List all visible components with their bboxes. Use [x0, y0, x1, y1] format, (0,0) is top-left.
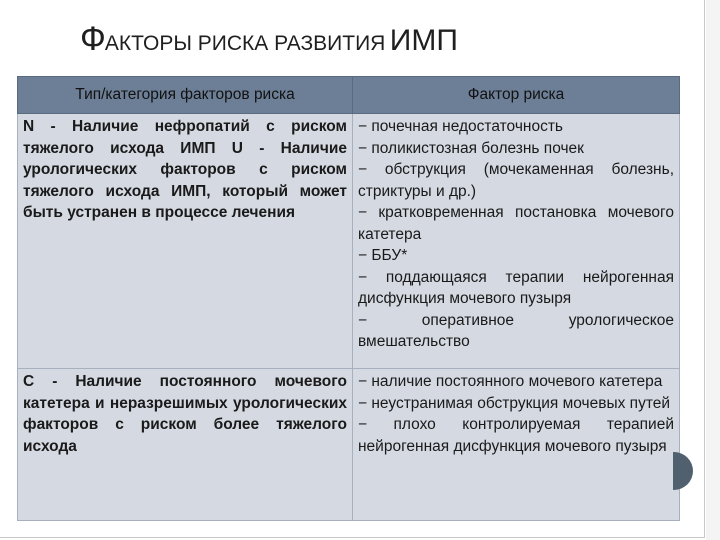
factor-cell — [353, 114, 680, 369]
category-cell: N - Наличие нефропатий с риском тяжелого исхода ИМП U - Наличие урологических факторов с риском тяжелого исхода ИМП, который может быть устранен в процессе лечения — [18, 114, 353, 369]
factor-item: − ББУ* — [358, 247, 408, 264]
table-row — [18, 114, 680, 369]
factor-item: − поддающаяся терапии нейрогенная дисфункция мочевого пузыря — [358, 268, 674, 307]
factor-item: − оперативное урологическое вмешательство — [358, 311, 674, 350]
risk-factors-table — [17, 76, 680, 521]
slide-right-edge — [706, 0, 720, 540]
header-factor: Фактор риска — [353, 77, 680, 114]
factor-cell — [353, 369, 680, 521]
factor-item: − почечная недостаточность — [358, 118, 564, 135]
factor-item: − обструкция (мочекаменная болезнь, стриктуры и др.) — [358, 161, 674, 200]
title-first-letter: Ф — [80, 20, 105, 58]
title-rest: АКТОРЫ РИСКА РАЗВИТИЯ — [104, 32, 386, 55]
table-header-row — [18, 77, 680, 114]
factor-item: − неустранимая обструкция мочевых путей — [358, 394, 671, 412]
factor-item: − плохо контролируемая терапией нейрогенная дисфункция мочевого пузыря — [358, 416, 674, 455]
header-category: Тип/категория факторов риска — [18, 77, 353, 114]
slide-title — [80, 20, 458, 59]
title-imp: ИМП — [389, 24, 458, 57]
category-cell: С - Наличие постоянного мочевого катетера и неразрешимых урологических факторов с риском более тяжелого исхода — [18, 369, 353, 521]
factor-item: − наличие постоянного мочевого катетера — [358, 373, 663, 390]
factor-item: − поликистозная болезнь почек — [358, 139, 584, 157]
table-row — [18, 369, 680, 521]
factor-item: − кратковременная постановка мочевого катетера — [358, 204, 674, 243]
